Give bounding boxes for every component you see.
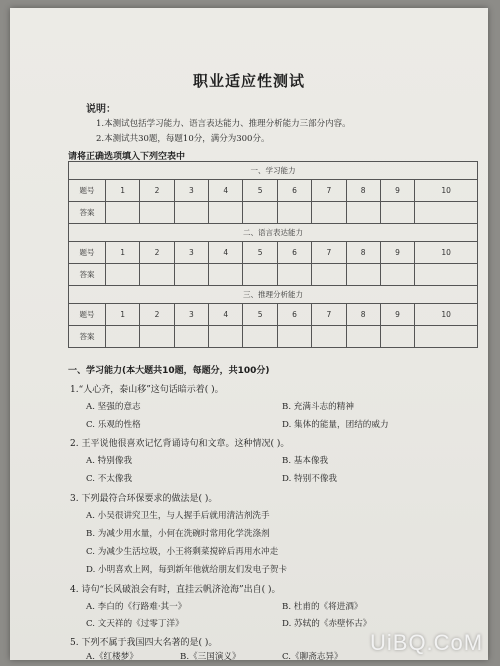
question-number-cell: 4 [209, 180, 243, 202]
question-4-stem: 4. 诗句“长风破浪会有时，直挂云帆济沧海”出自( )。 [70, 585, 281, 595]
row-label-answer: 答案 [69, 326, 106, 348]
question-2-option-a: A. 特别像我 [86, 456, 133, 466]
question-number-cell: 2 [140, 242, 174, 264]
question-number-cell: 10 [415, 242, 478, 264]
question-number-cell: 4 [209, 304, 243, 326]
answer-cell[interactable] [312, 202, 346, 224]
table-row [69, 180, 478, 202]
question-1-option-b: B. 充满斗志的精神 [282, 402, 354, 412]
question-1-stem: 1.“人心齐，泰山移”这句话暗示着( )。 [70, 385, 224, 395]
question-number-cell: 4 [209, 242, 243, 264]
answer-cell[interactable] [312, 264, 346, 286]
answer-cell[interactable] [243, 326, 277, 348]
row-label-answer: 答案 [69, 264, 106, 286]
question-2-option-d: D. 特别不像我 [282, 474, 338, 484]
answer-cell[interactable] [346, 264, 380, 286]
table-row [69, 304, 478, 326]
question-number-cell: 9 [380, 242, 414, 264]
section-heading: 一、学习能力(本大题共10题，每题分，共100分) [68, 366, 270, 376]
answer-cell[interactable] [243, 264, 277, 286]
row-label-question: 题号 [69, 304, 106, 326]
answer-cell[interactable] [277, 326, 311, 348]
question-5-option-b: B.《三国演义》 [180, 652, 241, 660]
answer-cell[interactable] [209, 202, 243, 224]
question-number-cell: 6 [277, 304, 311, 326]
question-4-option-b: B. 杜甫的《将进酒》 [282, 602, 363, 612]
question-3-stem: 3. 下列最符合环保要求的做法是( )。 [70, 494, 218, 504]
question-number-cell: 5 [243, 304, 277, 326]
question-4-option-a: A. 李白的《行路难·其一》 [86, 602, 187, 612]
question-5-option-a: A.《红楼梦》 [86, 652, 138, 660]
question-number-cell: 8 [346, 242, 380, 264]
question-number-cell: 3 [174, 304, 208, 326]
watermark-logo: UiBQ.CoM [370, 630, 484, 655]
question-5-stem: 5. 下列不属于我国四大名著的是( )。 [70, 638, 218, 648]
question-number-cell: 1 [106, 180, 140, 202]
notes-heading: 说明： [86, 104, 116, 115]
question-number-cell: 9 [380, 180, 414, 202]
answer-cell[interactable] [312, 326, 346, 348]
answer-cell[interactable] [106, 326, 140, 348]
question-3-option-b: B. 为减少用水量，小何在洗碗时常用化学洗涤剂 [86, 529, 270, 539]
page-title: 职业适应性测试 [192, 72, 305, 90]
question-3-option-c: C. 为减少生活垃圾，小王将剩菜搅碎后再用水冲走 [86, 547, 279, 557]
table-section-header: 二、语言表达能力 [69, 224, 478, 242]
answer-cell[interactable] [106, 202, 140, 224]
answer-cell[interactable] [277, 202, 311, 224]
answer-cell[interactable] [174, 264, 208, 286]
question-number-cell: 6 [277, 242, 311, 264]
question-number-cell: 7 [312, 304, 346, 326]
question-number-cell: 6 [277, 180, 311, 202]
table-row [69, 264, 478, 286]
question-number-cell: 10 [415, 304, 478, 326]
question-3-option-d: D. 小明喜欢上网，每到新年他就给朋友们发电子贺卡 [86, 565, 288, 575]
question-number-cell: 10 [415, 180, 478, 202]
answer-cell[interactable] [243, 202, 277, 224]
fill-instruction: 请将正确选项填入下列空表中 [68, 152, 186, 162]
table-section-header: 一、学习能力 [69, 162, 478, 180]
question-number-cell: 3 [174, 180, 208, 202]
exam-paper [10, 8, 488, 660]
question-number-cell: 2 [140, 304, 174, 326]
row-label-answer: 答案 [69, 202, 106, 224]
question-1-option-c: C. 乐观的性格 [86, 420, 141, 430]
answer-cell[interactable] [140, 202, 174, 224]
answer-cell[interactable] [140, 326, 174, 348]
question-1-option-d: D. 集体的能量，团结的威力 [282, 420, 389, 430]
row-label-question: 题号 [69, 180, 106, 202]
answer-cell[interactable] [346, 202, 380, 224]
question-number-cell: 7 [312, 242, 346, 264]
question-number-cell: 2 [140, 180, 174, 202]
question-number-cell: 1 [106, 242, 140, 264]
note-line-1: 1.本测试包括学习能力、语言表达能力、推理分析能力三部分内容。 [96, 119, 351, 129]
question-5-option-c: C.《聊斋志异》 [282, 652, 343, 660]
answer-cell[interactable] [415, 264, 478, 286]
question-1-option-a: A. 坚强的意志 [86, 402, 141, 412]
answer-cell[interactable] [174, 202, 208, 224]
question-number-cell: 5 [243, 180, 277, 202]
question-number-cell: 7 [312, 180, 346, 202]
table-section-header: 三、推理分析能力 [69, 286, 478, 304]
question-number-cell: 5 [243, 242, 277, 264]
question-number-cell: 8 [346, 304, 380, 326]
question-2-stem: 2. 王平说他很喜欢记忆背诵诗句和文章。这种情况( )。 [70, 439, 290, 449]
answer-cell[interactable] [106, 264, 140, 286]
question-number-cell: 9 [380, 304, 414, 326]
question-2-option-c: C. 不太像我 [86, 474, 133, 484]
question-3-option-a: A. 小吴很讲究卫生，与人握手后就用清洁剂洗手 [86, 511, 270, 521]
question-2-option-b: B. 基本像我 [282, 456, 329, 466]
answer-cell[interactable] [415, 202, 478, 224]
question-4-option-c: C. 文天祥的《过零丁洋》 [86, 619, 184, 629]
answer-cell[interactable] [174, 326, 208, 348]
answer-cell[interactable] [346, 326, 380, 348]
row-label-question: 题号 [69, 242, 106, 264]
answer-cell[interactable] [209, 326, 243, 348]
question-4-option-d: D. 苏轼的《赤壁怀古》 [282, 619, 372, 629]
answer-table [68, 161, 478, 348]
answer-cell[interactable] [277, 264, 311, 286]
answer-cell[interactable] [140, 264, 174, 286]
answer-cell[interactable] [380, 202, 414, 224]
answer-cell[interactable] [380, 326, 414, 348]
answer-cell[interactable] [380, 264, 414, 286]
table-row [69, 202, 478, 224]
note-line-2: 2.本测试共30题，每题10分，满分为300分。 [96, 134, 270, 144]
answer-cell[interactable] [415, 326, 478, 348]
table-row [69, 326, 478, 348]
answer-cell[interactable] [209, 264, 243, 286]
question-number-cell: 1 [106, 304, 140, 326]
table-row [69, 242, 478, 264]
question-number-cell: 3 [174, 242, 208, 264]
question-number-cell: 8 [346, 180, 380, 202]
